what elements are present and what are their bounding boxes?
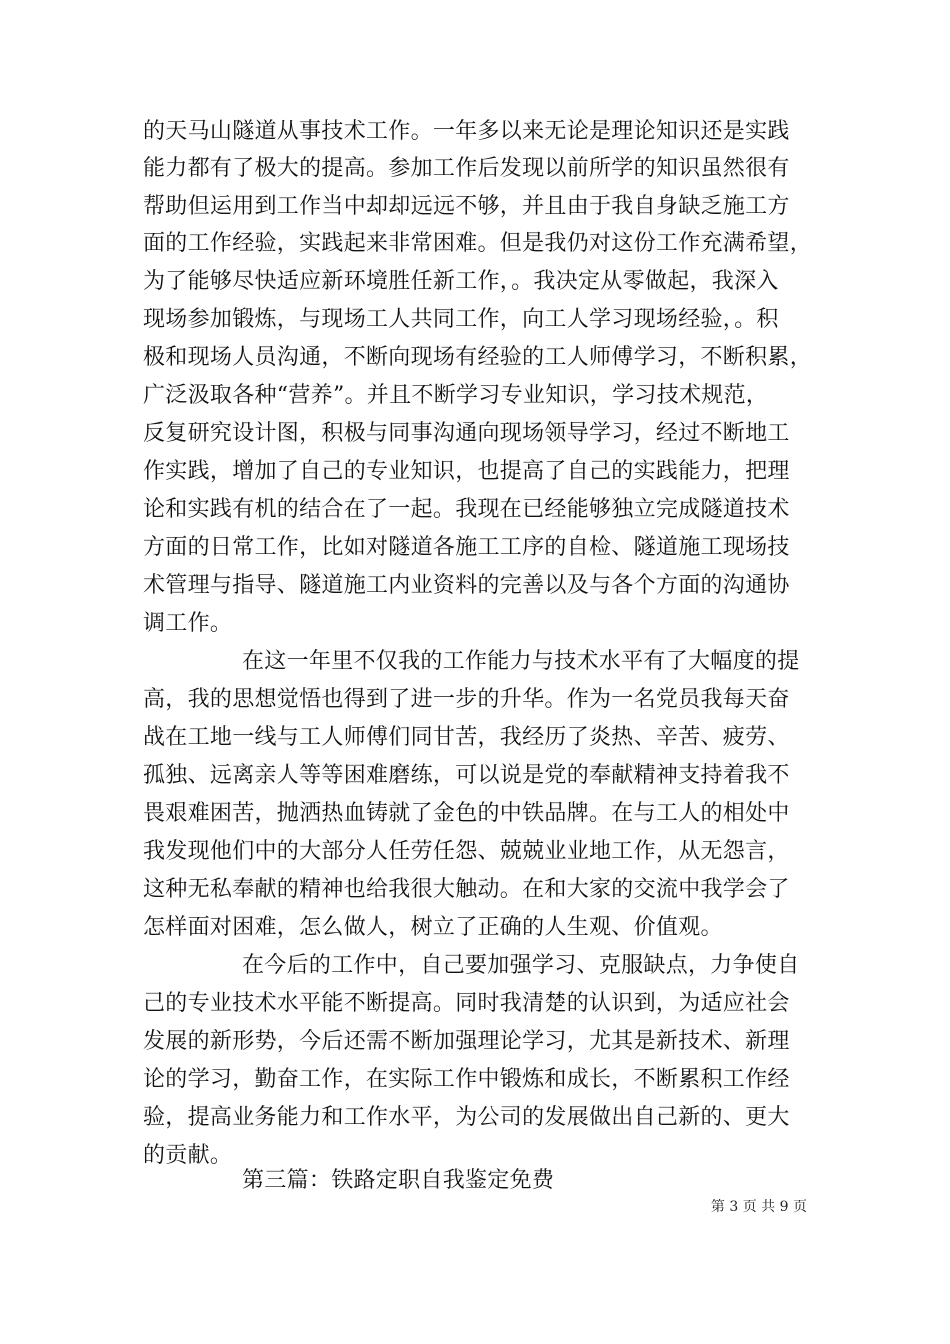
paragraph-line: 能力都有了极大的提高。参加工作后发现以前所学的知识虽然很有	[143, 156, 790, 181]
paragraph-line: 论的学习，勤奋工作，在实际工作中锻炼和成长，不断累积工作经	[143, 1067, 790, 1092]
paragraph-line: 的天马山隧道从事技术工作。一年多以来无论是理论知识还是实践	[143, 119, 790, 144]
paragraph-line: 验，提高业务能力和工作水平，为公司的发展做出自己新的、更大	[143, 1105, 790, 1130]
paragraph-line: 极和现场人员沟通，不断向现场有经验的工人师傅学习，不断积累，	[143, 345, 813, 370]
paragraph-line: 论和实践有机的结合在了一起。我现在已经能够独立完成隧道技术	[143, 497, 790, 522]
paragraph-line: 怎样面对困难，怎么做人，树立了正确的人生观、价值观。	[143, 915, 723, 940]
paragraph-first-line: 在这一年里不仅我的工作能力与技术水平有了大幅度的提	[242, 649, 800, 674]
paragraph-line: 的贡献。	[143, 1143, 233, 1168]
paragraph-line: 面的工作经验，实践起来非常困难。但是我仍对这份工作充满希望，	[143, 231, 813, 256]
page-number: 第 3 页 共 9 页	[710, 1199, 807, 1215]
paragraph-line: 帮助但运用到工作当中却却远远不够，并且由于我自身缺乏施工方	[143, 194, 790, 219]
paragraph-line: 发展的新形势，今后还需不断加强理论学习，尤其是新技术、新理	[143, 1029, 790, 1054]
paragraph-line: 这种无私奉献的精神也给我很大触动。在和大家的交流中我学会了	[143, 877, 790, 902]
paragraph-line: 战在工地一线与工人师傅们同甘苦，我经历了炎热、辛苦、疲劳、	[143, 725, 790, 750]
paragraph-first-line: 在今后的工作中，自己要加强学习、克服缺点，力争使自	[242, 953, 800, 978]
paragraph-line: 调工作。	[143, 611, 233, 636]
paragraph-line: 广泛汲取各种“营养”。并且不断学习专业知识，学习技术规范，	[143, 383, 769, 408]
section-heading: 第三篇：铁路定职自我鉴定免费	[242, 1168, 555, 1193]
paragraph-line: 我发现他们中的大部分人任劳任怨、兢兢业业地工作，从无怨言，	[143, 839, 790, 864]
paragraph-line: 方面的日常工作，比如对隧道各施工工序的自检、隧道施工现场技	[143, 535, 790, 560]
paragraph-line: 孤独、远离亲人等等困难磨练，可以说是党的奉献精神支持着我不	[143, 763, 790, 788]
paragraph-line: 高，我的思想觉悟也得到了进一步的升华。作为一名党员我每天奋	[143, 687, 790, 712]
paragraph-line: 反复研究设计图，积极与同事沟通向现场领导学习，经过不断地工	[143, 421, 790, 446]
paragraph-line: 现场参加锻炼，与现场工人共同工作，向工人学习现场经验，。积	[143, 307, 779, 332]
paragraph-line: 己的专业技术水平能不断提高。同时我清楚的认识到，为适应社会	[143, 991, 790, 1016]
paragraph-line: 为了能够尽快适应新环境胜任新工作，。我决定从零做起，我深入	[143, 269, 779, 294]
paragraph-line: 畏艰难困苦，抛洒热血铸就了金色的中铁品牌。在与工人的相处中	[143, 801, 790, 826]
paragraph-line: 作实践，增加了自己的专业知识，也提高了自己的实践能力，把理	[143, 459, 790, 484]
paragraph-line: 术管理与指导、隧道施工内业资料的完善以及与各个方面的沟通协	[143, 573, 790, 598]
